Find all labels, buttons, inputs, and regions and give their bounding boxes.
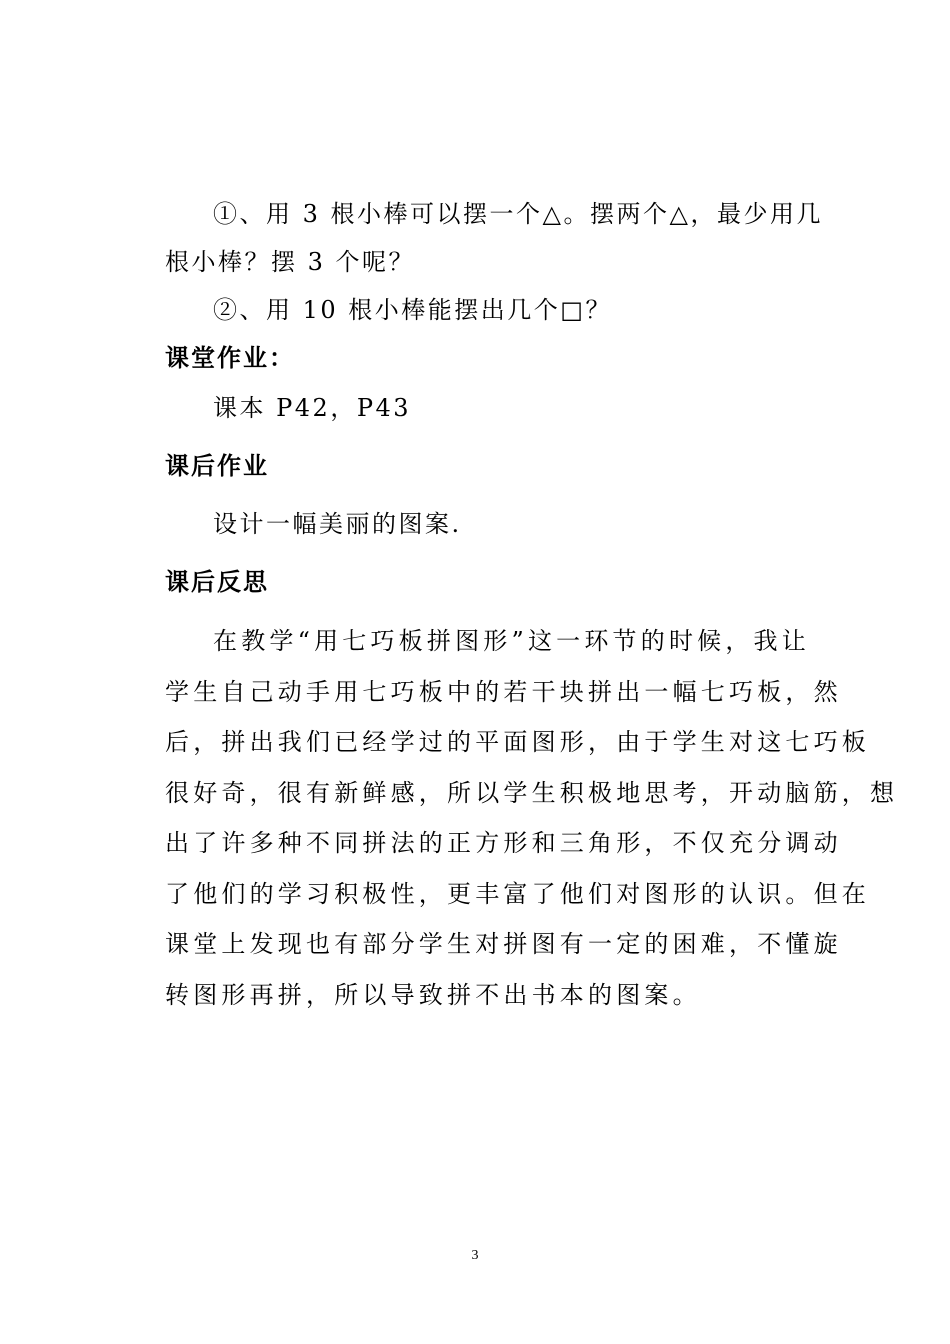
reflection-line: 后，拼出我们已经学过的平面图形，由于学生对这七巧板 — [165, 728, 870, 756]
question-1-line-2: 根小棒？摆 3 个呢？ — [165, 248, 416, 276]
reflection-line: 课堂上发现也有部分学生对拼图有一定的困难，不懂旋 — [165, 930, 842, 958]
reflection-line: 学生自己动手用七巧板中的若干块拼出一幅七巧板，然 — [165, 677, 842, 706]
reflection-line: 转图形再拼，所以导致拼不出书本的图案。 — [165, 980, 701, 1009]
question-2: ②、用 10 根小棒能摆出几个□？ — [213, 296, 612, 324]
reflection-line: 出了许多种不同拼法的正方形和三角形，不仅充分调动 — [165, 829, 842, 857]
reflection-heading: 课后反思 — [165, 568, 269, 596]
reflection-line: 了他们的学习积极性，更丰富了他们对图形的认识。但在 — [165, 879, 870, 908]
page-number: 3 — [471, 1248, 479, 1263]
homework-text: 设计一幅美丽的图案. — [213, 510, 462, 538]
reflection-line: 在教学“用七巧板拼图形”这一环节的时候，我让 — [213, 627, 810, 655]
classwork-text: 课本 P42，P43 — [213, 394, 412, 422]
reflection-line: 很好奇，很有新鲜感，所以学生积极地思考，开动脑筋，想 — [165, 778, 899, 807]
homework-heading: 课后作业 — [165, 452, 269, 480]
page-content — [165, 190, 899, 1020]
question-1-line-1: ①、用 3 根小棒可以摆一个△。摆两个△，最少用几 — [213, 200, 823, 228]
classwork-heading: 课堂作业： — [165, 344, 295, 372]
